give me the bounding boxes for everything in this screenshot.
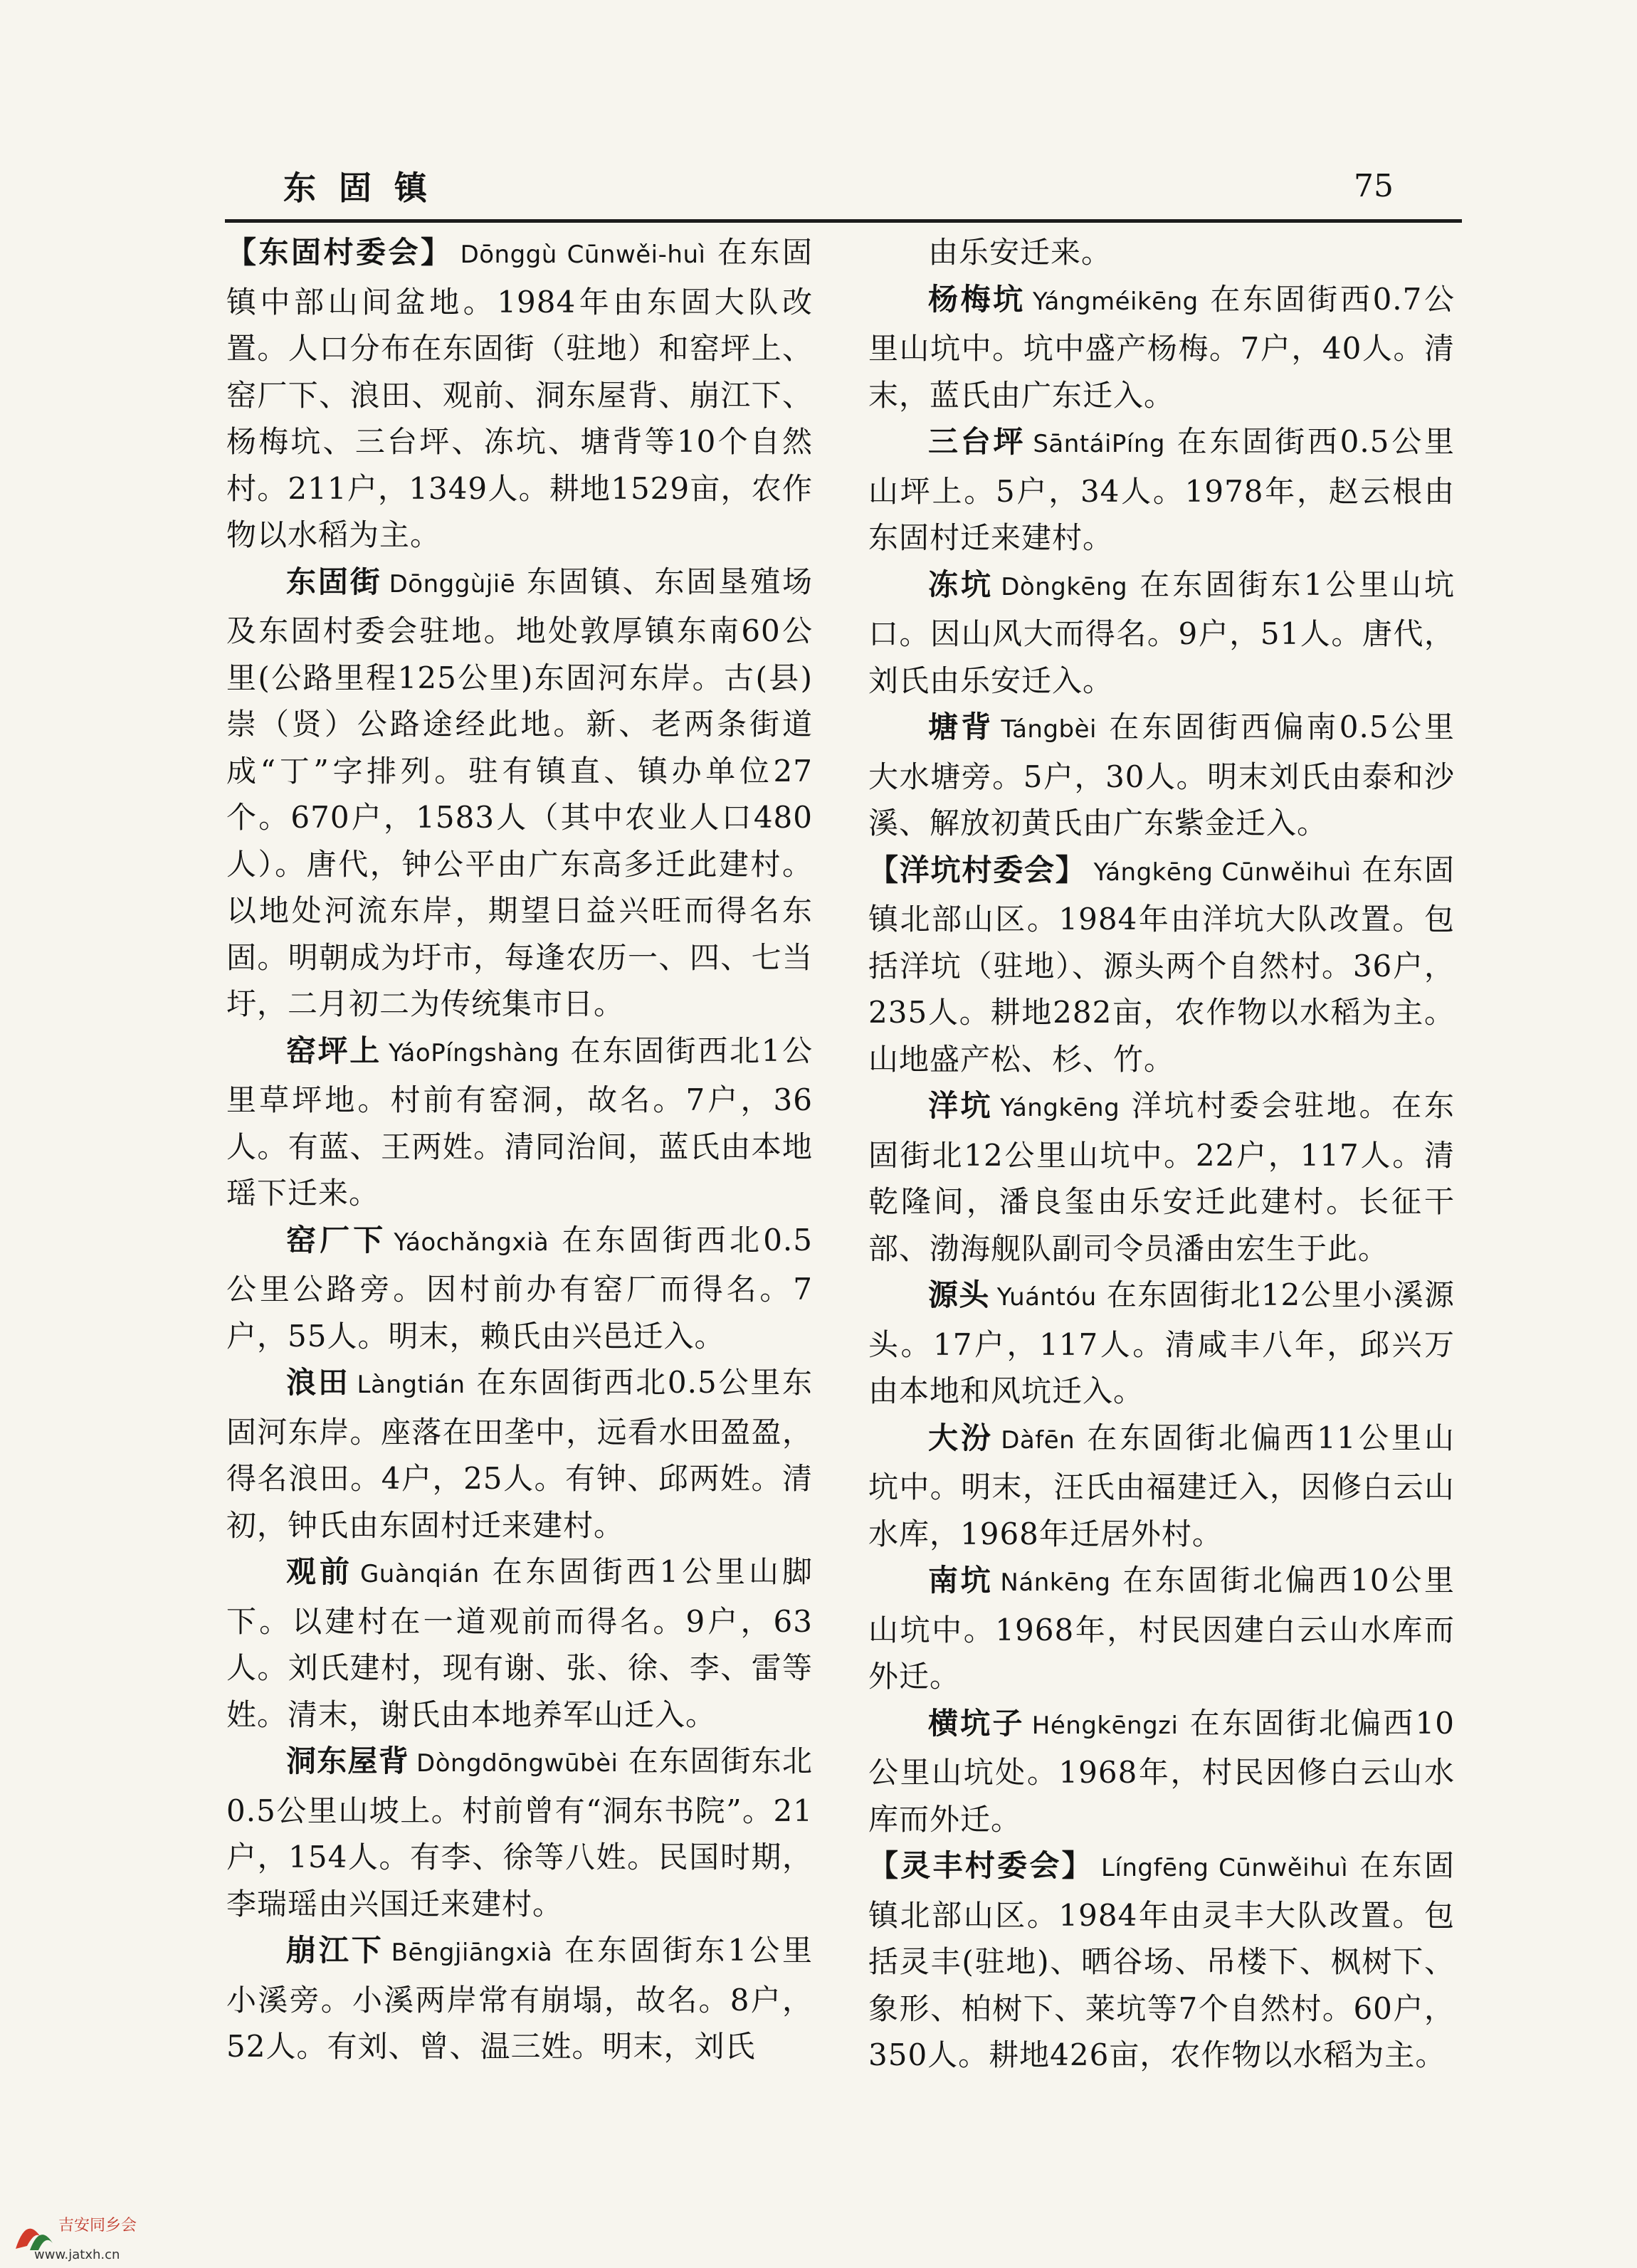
entry-text: 在东固镇北部山区。1984年由洋坑大队改置。包括洋坑（驻地）、源头两个自然村。36户，235人。耕地282亩，农作物以水稻为主。山地盛产松、杉、竹。 bbox=[868, 852, 1455, 1077]
entry-headword: 冻坑 bbox=[928, 566, 994, 602]
entry-headword: 大汾 bbox=[928, 1420, 994, 1455]
entry-pinyin: Yángméikēng bbox=[1032, 287, 1199, 316]
entry-paragraph bbox=[868, 704, 1455, 847]
entry-pinyin: Bēngjiāngxià bbox=[391, 1939, 553, 1967]
watermark-logo bbox=[6, 2199, 169, 2263]
entry-headword: 南坑 bbox=[928, 1563, 994, 1598]
entry-paragraph bbox=[868, 1272, 1455, 1415]
entry-headword: 【东固村委会】 bbox=[226, 235, 453, 270]
entry-paragraph bbox=[868, 847, 1455, 1083]
entry-pinyin: Guànqián bbox=[359, 1560, 480, 1588]
entry-text: 在东固街西北0.5公里东固河东岸。座落在田垄中，远看水田盈盈，得名浪田。4户，25人。有钟、邱两姓。清初，钟氏由东固村迁来建村。 bbox=[226, 1365, 813, 1543]
entry-paragraph bbox=[226, 229, 813, 559]
entry-paragraph bbox=[226, 1028, 813, 1217]
entry-pinyin: Héngkēngzi bbox=[1031, 1711, 1179, 1740]
entry-headword: 窑坪上 bbox=[286, 1033, 381, 1068]
entry-paragraph bbox=[868, 1082, 1455, 1272]
entry-pinyin: Língfēng Cūnwěihuì bbox=[1100, 1854, 1349, 1882]
entry-text: 在东固街北偏西10公里山坑中。1968年，村民因建白云山水库而外迁。 bbox=[868, 1563, 1455, 1694]
entry-text: 在东固镇中部山间盆地。1984年由东固大队改置。人口分布在东固街（驻地）和窑坪上、窑厂下、浪田、观前、洞东屋背、崩江下、杨梅坑、三台坪、冻坑、塘背等10个自然村。211户，1349人。耕地1529亩，农作物以水稻为主。 bbox=[226, 235, 813, 552]
entry-text: 由乐安迁来。 bbox=[928, 235, 1112, 270]
entry-pinyin: Yángkēng bbox=[1000, 1094, 1120, 1122]
entry-text: 在东固街东1公里小溪旁。小溪两岸常有崩塌，故名。8户，52人。有刘、曾、温三姓。明末，刘氏 bbox=[226, 1933, 813, 2064]
entry-headword: 杨梅坑 bbox=[928, 281, 1026, 317]
entry-pinyin: SāntáiPíng bbox=[1033, 430, 1165, 458]
entry-headword: 崩江下 bbox=[286, 1933, 384, 1968]
entry-text: 在东固街北12公里小溪源头。17户，117人。清咸丰八年，邱兴万由本地和风坑迁入。 bbox=[868, 1277, 1455, 1408]
page-number: 75 bbox=[1354, 168, 1394, 204]
entry-pinyin: Dòngdōngwūbèi bbox=[416, 1749, 619, 1778]
entry-text: 东固镇、东固垦殖场及东固村委会驻地。地处敦厚镇东南60公里(公路里程125公里)东固河东岸。古(县)崇（贤）公路途经此地。新、老两条街道成“丁”字排列。驻有镇直、镇办单位27个。670户，1583人（其中农业人口480人）。唐代，钟公平由广东高多迁此建村。以地处河流东岸，期望日益兴旺而得名东固。明朝成为圩市，每逢农历一、四、七当圩，二月初二为传统集市日。 bbox=[226, 564, 813, 1021]
entry-headword: 洋坑 bbox=[928, 1088, 994, 1123]
entry-pinyin: Dòngkēng bbox=[1001, 572, 1128, 601]
entry-text: 在东固镇北部山区。1984年由灵丰大队改置。包括灵丰(驻地)、晒谷场、吊楼下、枫树下、象形、柏树下、莱坑等7个自然村。60户，350人。耕地426亩，农作物以水稻为主。 bbox=[868, 1848, 1455, 2072]
entry-pinyin: Dōnggùjiē bbox=[389, 569, 516, 598]
entry-paragraph bbox=[868, 561, 1455, 705]
entry-text: 在东固街西北1公里草坪地。村前有窑洞，故名。7户，36人。有蓝、王两姓。清同治间，蓝氏由本地瑶下迁来。 bbox=[226, 1033, 813, 1211]
entry-text: 在东固街东1公里山坑口。因山风大而得名。9户，51人。唐代，刘氏由乐安迁入。 bbox=[868, 566, 1455, 698]
entry-paragraph bbox=[868, 276, 1455, 419]
entry-headword: 【洋坑村委会】 bbox=[868, 852, 1087, 887]
entry-paragraph bbox=[868, 1700, 1455, 1843]
entry-pinyin: Tángbèi bbox=[1001, 715, 1098, 744]
entry-headword: 塘背 bbox=[928, 710, 994, 744]
entry-text: 在东固街西偏南0.5公里大水塘旁。5户，30人。明末刘氏由泰和沙溪、解放初黄氏由广东紫金迁入。 bbox=[868, 710, 1455, 840]
entry-paragraph bbox=[226, 1359, 813, 1549]
entry-paragraph bbox=[868, 418, 1455, 561]
entry-headword: 横坑子 bbox=[928, 1705, 1025, 1741]
entry-pinyin: Nánkēng bbox=[1000, 1568, 1111, 1597]
entry-text: 在东固街西1公里山脚下。以建村在一道观前而得名。9户，63人。刘氏建村，现有谢、张、徐、李、雷等姓。清末，谢氏由本地养军山迁入。 bbox=[226, 1554, 813, 1732]
entry-pinyin: Yáochǎngxià bbox=[394, 1228, 549, 1257]
entry-paragraph bbox=[226, 1738, 813, 1927]
entry-pinyin: Dōnggù Cūnwěi-huì bbox=[460, 241, 706, 269]
entry-text: 洋坑村委会驻地。在东固街北12公里山坑中。22户，117人。清乾隆间，潘良玺由乐安迁此建村。长征干部、渤海舰队副司令员潘由宏生于此。 bbox=[868, 1088, 1455, 1266]
entry-paragraph bbox=[868, 229, 1455, 276]
entry-headword: 三台坪 bbox=[928, 424, 1026, 459]
entry-headword: 源头 bbox=[928, 1277, 990, 1312]
entry-text: 在东固街西北0.5公里公路旁。因村前办有窑厂而得名。7户，55人。明末，赖氏由兴邑迁入。 bbox=[226, 1222, 813, 1354]
right-column bbox=[868, 229, 1455, 2079]
entry-text: 在东固街北偏西10公里山坑处。1968年，村民因修白云山水库而外迁。 bbox=[868, 1705, 1455, 1837]
entry-text: 在东固街北偏西11公里山坑中。明末，汪氏由福建迁入，因修白云山水库，1968年迁居外村。 bbox=[868, 1420, 1455, 1551]
watermark-name: 吉安同乡会 bbox=[58, 2217, 137, 2235]
entry-headword: 窑厂下 bbox=[286, 1222, 387, 1257]
entry-paragraph bbox=[868, 1842, 1455, 2079]
entry-pinyin: Yángkēng Cūnwěihuì bbox=[1093, 858, 1352, 887]
entry-headword: 观前 bbox=[286, 1554, 353, 1589]
running-head: 东 固 镇 bbox=[283, 169, 433, 207]
entry-text: 在东固街西0.5公里山坪上。5户，34人。1978年，赵云根由东固村迁来建村。 bbox=[868, 424, 1455, 555]
entry-paragraph bbox=[868, 1415, 1455, 1558]
entry-paragraph bbox=[226, 559, 813, 1028]
entry-pinyin: Làngtián bbox=[357, 1371, 465, 1399]
entry-text: 在东固街东北0.5公里山坡上。村前曾有“洞东书院”。21户，154人。有李、徐等八姓。民国时期，李瑞瑶由兴国迁来建村。 bbox=[226, 1744, 813, 1921]
entry-pinyin: YáoPíngshàng bbox=[388, 1038, 560, 1067]
header-rule bbox=[225, 219, 1462, 223]
entry-pinyin: Yuántóu bbox=[996, 1283, 1097, 1312]
watermark-url: www.jatxh.cn bbox=[34, 2247, 120, 2262]
entry-headword: 【灵丰村委会】 bbox=[868, 1848, 1094, 1883]
entry-headword: 东固街 bbox=[286, 564, 382, 599]
entry-paragraph bbox=[226, 1217, 813, 1360]
entry-text: 在东固街西0.7公里山坑中。坑中盛产杨梅。7户，40人。清末，蓝氏由广东迁入。 bbox=[868, 281, 1455, 413]
entry-headword: 洞东屋背 bbox=[286, 1744, 410, 1778]
left-column bbox=[226, 229, 813, 2070]
entry-paragraph bbox=[226, 1549, 813, 1738]
entry-paragraph bbox=[868, 1557, 1455, 1700]
entry-pinyin: Dàfēn bbox=[1001, 1425, 1075, 1455]
entry-paragraph bbox=[226, 1927, 813, 2070]
entry-headword: 浪田 bbox=[286, 1365, 350, 1400]
